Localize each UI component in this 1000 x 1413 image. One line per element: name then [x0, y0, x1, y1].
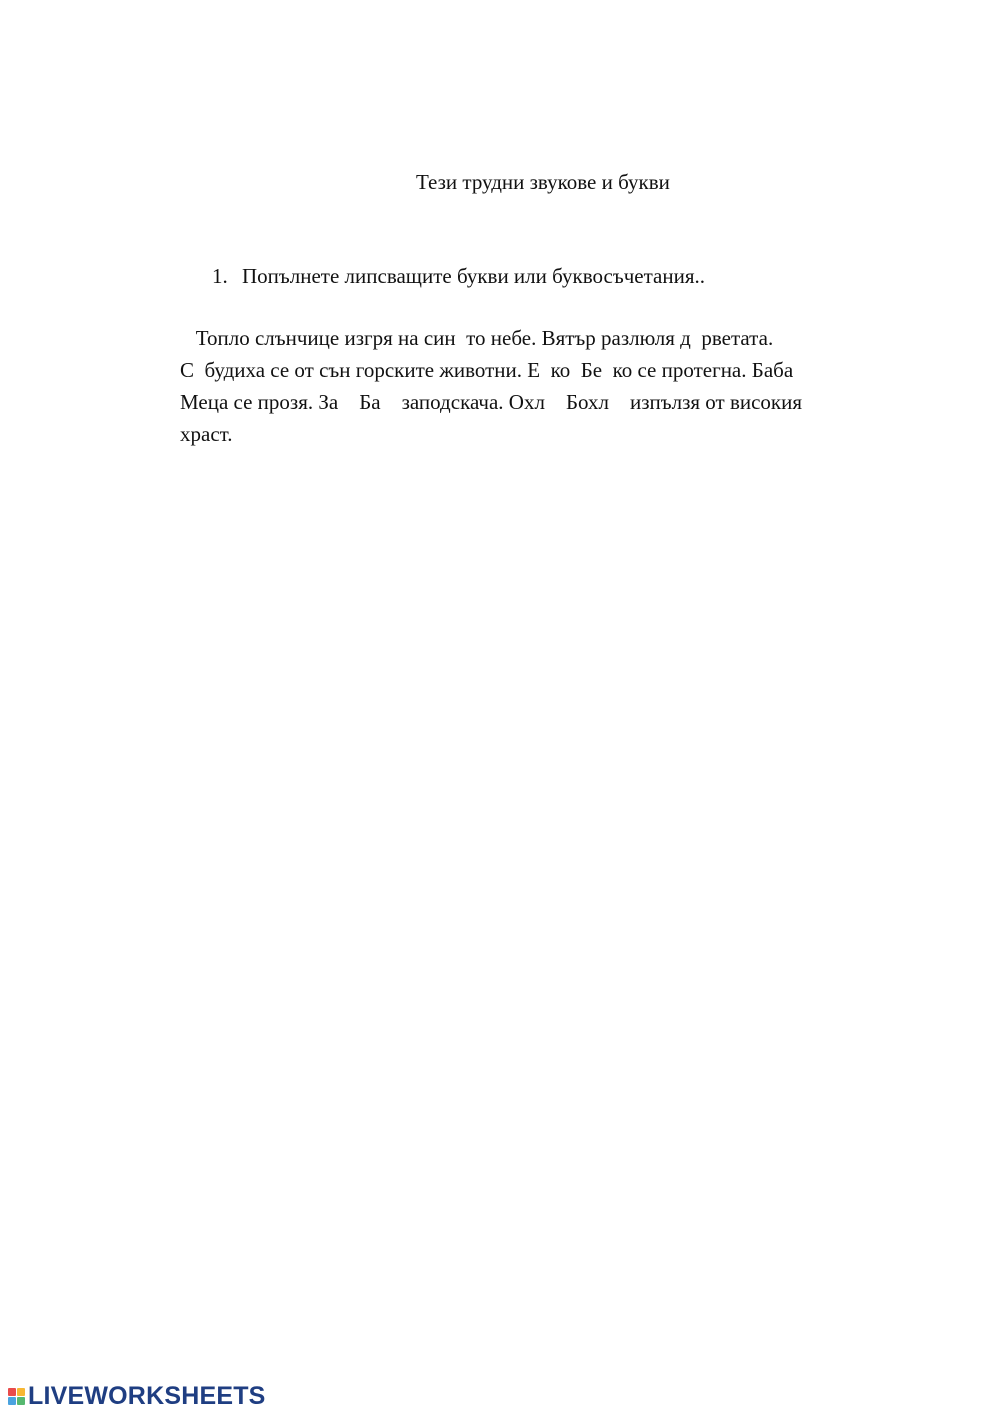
liveworksheets-logo[interactable] [8, 1380, 266, 1412]
page-title: Тези трудни звукове и букви [416, 170, 670, 194]
logo-square [8, 1397, 16, 1405]
instruction-number: 1. [212, 264, 228, 288]
paragraph-line: храст. [180, 422, 233, 446]
instruction [212, 262, 705, 290]
paragraph-line: Меца се прозя. За Ба заподскача. Охл Бохл изпълзя от високия [180, 390, 803, 414]
brand-name: LIVEWORKSHEETS [28, 1381, 266, 1410]
instruction-text: Попълнете липсващите букви или буквосъчетания.. [242, 264, 705, 288]
logo-square [17, 1397, 25, 1405]
exercise-paragraph [180, 322, 880, 450]
logo-square [17, 1388, 25, 1396]
liveworksheets-logo-icon [8, 1388, 25, 1405]
logo-square [8, 1388, 16, 1396]
paragraph-line: С будиха се от сън горските животни. Е ко Бе ко се протегна. Баба [180, 358, 794, 382]
paragraph-line: Топло слънчице изгря на син то небе. Вятър разлюля д рветата. [180, 326, 774, 350]
